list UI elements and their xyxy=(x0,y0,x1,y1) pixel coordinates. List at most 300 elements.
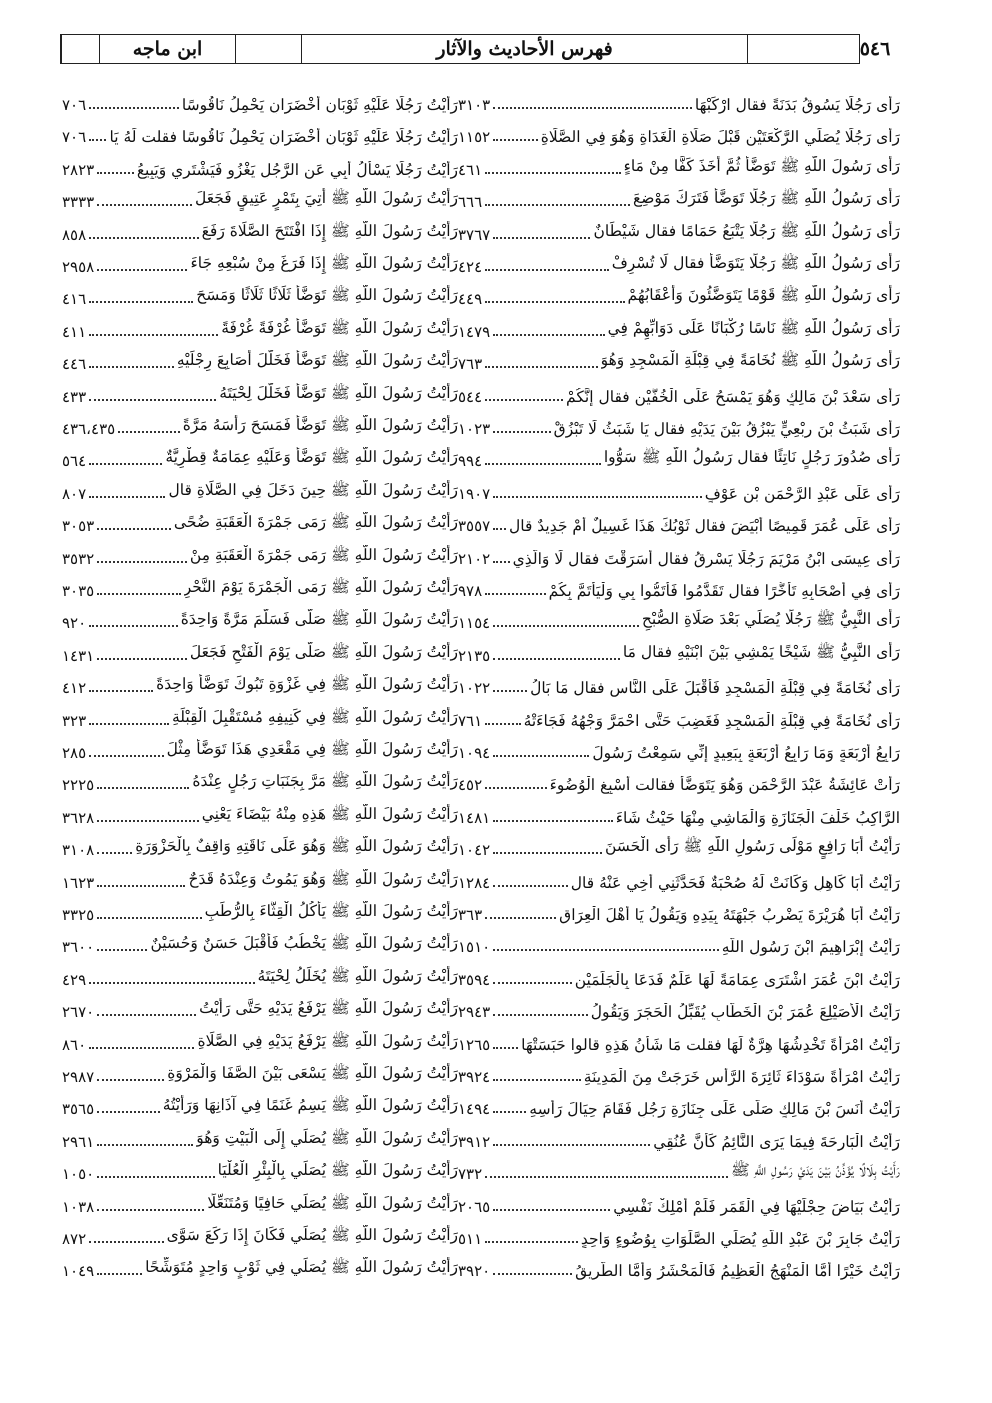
hadith-number: ٣٥٥٧ xyxy=(458,517,491,536)
hadith-text: رَأَى النَّبِيُّ ﷺ رَجُلًا يُصَلِّي بَعْدَ صَلَاةِ الصُّبْحِ xyxy=(641,610,900,629)
hadith-number: ٣٩٢٠ xyxy=(458,1262,491,1281)
dot-leader xyxy=(485,917,556,919)
dot-leader xyxy=(493,1079,581,1081)
hadith-number: ٢٨٥ xyxy=(62,744,87,762)
hadith-number: ٤٣٦،٤٣٥ xyxy=(62,420,116,438)
index-entry xyxy=(62,732,458,766)
hadith-number: ٥٤٤ xyxy=(458,387,483,406)
dot-leader xyxy=(493,1144,650,1146)
index-entry xyxy=(62,570,458,604)
hadith-text: رَأَيْتُ رَسُولَ اللَّهِ ﷺ يَأْكُلُ الْقِثَّاءَ بِالرُّطَبِ xyxy=(204,902,458,920)
hadith-number: ٤٤٦ xyxy=(62,355,87,374)
header-book-cell xyxy=(99,35,235,63)
hadith-text: رَأَيْتُ الْأُصَيْلِعَ عُمَرَ بْنَ الْخَطَّابِ يُقَبِّلُ الْحَجَرَ وَيَقُولُ xyxy=(590,1003,900,1022)
hadith-text: رَأَى رَسُولُ اللَّهِ ﷺ رَجُلًا تَوَضَّأَ فَتَرَكَ مَوْضِعَ xyxy=(632,189,900,208)
dot-leader xyxy=(89,625,178,627)
dot-leader xyxy=(97,1014,196,1016)
index-entry xyxy=(458,1056,900,1090)
dot-leader xyxy=(485,593,545,595)
hadith-text: رَأَى النَّبِيُّ ﷺ شَيْخًا يَمْشِي بَيْنَ ابْنَيْهِ فقال مَا xyxy=(622,642,900,661)
hadith-text: رَأَيْتُ رَسُولَ اللَّهِ ﷺ أُتِيَ بِتَمْرٍ عَتِيقٍ فَجَعَلَ xyxy=(195,189,458,208)
hadith-number: ٢٩٥٨ xyxy=(62,258,95,276)
dot-leader xyxy=(97,204,192,206)
hadith-number: ٣١٠٨ xyxy=(62,841,95,860)
hadith-text: رَأَيْتُ رَسُولَ اللَّهِ ﷺ رَمَى جَمْرَةَ الْعَقَبَةِ مِنْ xyxy=(189,545,458,564)
index-entry xyxy=(62,764,458,798)
hadith-text: رَأَى رَسُولُ اللَّهِ ﷺ نَاسًا رُكْبَانًا عَلَى دَوَابِّهِمْ فِي xyxy=(607,318,900,337)
hadith-number: ٢٩٦١ xyxy=(62,1132,95,1151)
dot-leader xyxy=(89,301,193,303)
hadith-number: ٣٥٩٤ xyxy=(458,970,491,989)
hadith-number: ٢٦٧٠ xyxy=(62,1003,95,1022)
hadith-number: ٣٥٦٥ xyxy=(62,1100,95,1119)
dot-leader xyxy=(89,982,254,984)
dot-leader xyxy=(89,1241,164,1243)
dot-leader xyxy=(493,528,506,530)
hadith-number: ٣٣٢٥ xyxy=(62,906,95,924)
index-column-left xyxy=(62,84,458,1284)
dot-leader xyxy=(485,172,620,174)
index-entry xyxy=(458,1218,900,1252)
index-entry xyxy=(62,894,458,928)
dot-leader xyxy=(485,1241,578,1243)
hadith-text: رَأَيْتُ رَجُلًا يَسْأَلُ أَبِي عَنِ الرَّجُلِ يَغْزُو فَيَشْتَرِي وَيَبِيعُ xyxy=(136,160,458,179)
index-entry xyxy=(62,1218,458,1252)
hadith-number: ٩٧٨ xyxy=(458,582,483,600)
hadith-text: رَأَيْتُ رَسُولَ اللَّهِ ﷺ إِذَا فَرَغَ مِنْ سُبْعِهِ جَاءَ xyxy=(190,254,458,272)
hadith-text: رَأَيْتُ رَسُولَ اللَّهِ ﷺ يُصَلِّي فِي ثَوْبٍ وَاحِدٍ مُتَوَشِّحًا xyxy=(145,1258,458,1277)
index-entry xyxy=(458,732,900,766)
hadith-number: ٢٩٤٣ xyxy=(458,1003,491,1022)
hadith-number: ٧٠٦ xyxy=(62,96,87,114)
hadith-text: رَأَيْتُ رَسُولَ اللَّهِ ﷺ تَوَضَّأَ وَعَلَيْهِ عِمَامَةٌ قِطْرِيَّةٌ xyxy=(165,448,458,467)
hadith-text: رَأَيْتُ رَسُولَ اللَّهِ ﷺ يَسْعَى بَيْنَ الصَّفَا وَالْمَرْوَةِ xyxy=(167,1064,458,1082)
hadith-number: ١٦٢٣ xyxy=(62,873,95,892)
hadith-text: رَأَيْتُ أَبَا هُرَيْرَةَ يَضْرِبُ جَبْهَتَهُ بِيَدِهِ وَيَقُولُ يَا أَهْلَ الْعِرَاقِ xyxy=(559,906,900,924)
hadith-text: رَأَى رَجُلًا يُصَلِّي الرَّكْعَتَيْنِ قَبْلَ صَلَاةِ الْغَدَاةِ وَهُوَ فِي الصَّلَاةِ xyxy=(540,128,900,147)
index-entry xyxy=(458,700,900,734)
index-entry xyxy=(458,1088,900,1122)
index-entry xyxy=(458,829,900,863)
index-entry xyxy=(458,862,900,896)
dot-leader xyxy=(485,787,546,789)
index-entry xyxy=(458,797,900,831)
hadith-number: ١٠٣٨ xyxy=(62,1197,95,1216)
hadith-text: رَأَيْتُ بِلَالًا يُؤَذِّنُ بَيْنَ يَدَيْ رَسُولِ اللَّهِ ﷺ xyxy=(730,1161,900,1180)
dot-leader xyxy=(118,431,180,433)
hadith-number: ٦٦٦ xyxy=(458,193,483,212)
index-entry xyxy=(458,116,900,150)
hadith-number: ١٠٢٢ xyxy=(458,679,491,698)
hadith-text: رَأَيْتُ رَسُولَ اللَّهِ ﷺ تَوَضَّأَ فَمَسَحَ رَأْسَهُ مَرَّةً xyxy=(182,416,458,434)
hadith-number: ٧٣٢ xyxy=(458,1165,483,1184)
dot-leader xyxy=(493,334,604,336)
index-entry xyxy=(458,473,900,507)
hadith-number: ٨٧٢ xyxy=(62,1230,87,1248)
dot-leader xyxy=(493,496,701,498)
hadith-text: رَأَيْتُ رَسُولَ اللَّهِ ﷺ يُصَلِّي حَافِيًا وَمُتَنَعِّلًا xyxy=(207,1193,458,1212)
index-entry xyxy=(458,505,900,539)
index-entry xyxy=(62,797,458,831)
index-entry xyxy=(458,84,900,118)
hadith-number: ٣٣٣٣ xyxy=(62,193,95,212)
hadith-number: ٤٢٩ xyxy=(62,970,87,989)
hadith-text: رَأَيْتُ رَسُولَ اللَّهِ ﷺ فِي كَنِيفِهِ مُسْتَقْبِلَ الْقِبْلَةِ xyxy=(171,707,458,726)
hadith-number: ٤٦١ xyxy=(458,160,483,179)
dot-leader xyxy=(97,528,171,530)
hadith-text: رَأَى نُخَامَةً فِي قِبْلَةِ الْمَسْجِدِ فَغَضِبَ حَتَّى احْمَرَّ وَجْهُهُ فَجَاءَتْهُ xyxy=(523,711,900,730)
dot-leader xyxy=(97,658,187,660)
dot-leader xyxy=(493,1047,518,1049)
dot-leader xyxy=(493,139,538,141)
dot-leader xyxy=(493,431,550,433)
index-entry xyxy=(62,602,458,636)
index-entry xyxy=(458,570,900,604)
hadith-text: رَأَى عِيسَى ابْنُ مَرْيَمَ رَجُلًا يَسْرِقُ فقال أَسَرَقْتَ فقال لَا وَالَّذِي xyxy=(512,549,900,568)
header-spacer-left xyxy=(61,35,99,63)
dot-leader xyxy=(97,820,198,822)
header-title-cell xyxy=(301,35,747,63)
hadith-number: ١٠٥٠ xyxy=(62,1165,95,1184)
hadith-text: رَأَيْتُ امْرَأَةً تَخْدِشُهَا هِرَّةٌ لَهَا فقلت مَا شَأْنُ هَذِهِ قالوا حَبَسَتْهَا xyxy=(521,1035,900,1054)
hadith-text: رَأَى صُدُورَ رَجُلٍ نَاتِئًا فقال رَسُولُ اللَّهِ ﷺ سَوُّوا xyxy=(603,448,900,467)
hadith-number: ٧٦٣ xyxy=(458,355,483,374)
index-entry xyxy=(458,1250,900,1284)
hadith-number: ٢٩٨٧ xyxy=(62,1068,95,1086)
hadith-number: ٥١١ xyxy=(458,1230,483,1248)
index-entry xyxy=(62,116,458,150)
hadith-text: رَأَى شَبَثُ بْنَ رِبْعِيٍّ يَبْزُقُ بَيْنَ يَدَيْهِ فقال يَا شَبَثُ لَا تَبْزُقْ xyxy=(553,420,900,438)
dot-leader xyxy=(493,107,692,109)
hadith-number: ٣٧٦٧ xyxy=(458,225,491,244)
hadith-text: رَأَيْتُ رَسُولَ اللَّهِ ﷺ فِي غَزْوَةِ تَبُوكَ تَوَضَّأَ وَاحِدَةً xyxy=(156,675,458,694)
hadith-number: ٣٠٣٥ xyxy=(62,582,95,600)
hadith-number: ٣٦٠٠ xyxy=(62,938,95,957)
dot-leader xyxy=(89,496,165,498)
dot-leader xyxy=(485,723,520,725)
hadith-text: رَأَيْتُ رَسُولَ اللَّهِ ﷺ مَرَّ بِجَنَبَاتِ رَجُلٍ عِنْدَهُ xyxy=(192,772,458,791)
dot-leader xyxy=(97,172,134,174)
hadith-text: رَأَيْتُ امْرَأَةً سَوْدَاءَ ثَائِرَةَ الرَّأْسِ خَرَجَتْ مِنَ الْمَدِينَةِ xyxy=(583,1068,900,1086)
index-entry xyxy=(62,700,458,734)
hadith-text: رَأَيْتُ رَسُولَ اللَّهِ ﷺ وَهُوَ يَمُوتُ وَعِنْدَهُ قَدَحٌ xyxy=(188,869,458,888)
hadith-text: رَأَيْتُ رَسُولَ اللَّهِ ﷺ يُصَلِّي بِالْبِئْرِ الْعُلْيَا xyxy=(217,1161,458,1180)
dot-leader xyxy=(485,1176,728,1178)
dot-leader xyxy=(97,1111,160,1113)
hadith-text: رَأَيْتُ أَنَسَ بْنَ مَالِكٍ صَلَّى عَلَى جِنَازَةِ رَجُلٍ فَقَامَ حِيَالَ رَأْسِهِ xyxy=(529,1100,900,1119)
dot-leader xyxy=(493,1273,572,1275)
dot-leader xyxy=(97,1079,164,1081)
dot-leader xyxy=(97,885,185,887)
hadith-number: ٣٢٣ xyxy=(62,711,87,730)
hadith-text: رَأَى رَسُولُ اللَّهِ ﷺ رَجُلًا يَتَوَضَّأُ فقال لَا تُسْرِفْ xyxy=(611,254,900,272)
index-entry xyxy=(62,246,458,280)
hadith-text: رَأَيْتُ رَسُولَ اللَّهِ ﷺ يُصَلِّي فَكَانَ إِذَا رَكَعَ سَوَّى xyxy=(166,1226,458,1244)
index-entry xyxy=(458,440,900,474)
index-entry xyxy=(62,1088,458,1122)
dot-leader xyxy=(89,690,153,692)
dot-leader xyxy=(493,820,612,822)
dot-leader xyxy=(493,1209,610,1211)
page-header xyxy=(60,34,891,64)
index-entry xyxy=(458,181,900,215)
dot-leader xyxy=(97,1144,193,1146)
dot-leader xyxy=(485,463,601,465)
hadith-number: ٧٦١ xyxy=(458,711,483,730)
hadith-text: رَأَيْتُ رَسُولَ اللَّهِ ﷺ إِذَا افْتَتَحَ الصَّلَاةَ رَفَعَ xyxy=(201,221,458,240)
hadith-text: رَابِعُ أَرْبَعَةٍ وَمَا رَابِعُ أَرْبَعَةٍ بِبَعِيدٍ إِنِّي سَمِعْتُ رَسُولَ xyxy=(592,744,900,762)
hadith-number: ١٤٨١ xyxy=(458,808,491,827)
dot-leader xyxy=(485,269,609,271)
hadith-text: رَأَيْتُ رَسُولَ اللَّهِ ﷺ هَذِهِ مِنْهُ بَيْضَاءَ يَعْنِي xyxy=(201,804,458,823)
index-entry xyxy=(458,667,900,701)
hadith-number: ٢٠٦٥ xyxy=(458,1197,491,1216)
index-entry xyxy=(458,991,900,1025)
page-number: ٥٤٦ xyxy=(859,38,891,60)
dot-leader xyxy=(485,366,597,368)
dot-leader xyxy=(485,301,624,303)
index-entry xyxy=(458,376,900,410)
dot-leader xyxy=(89,366,174,368)
dot-leader xyxy=(493,237,590,239)
index-entry xyxy=(458,278,900,312)
hadith-text: رَأَيْتُ أَبَا رَافِعٍ مَوْلَى رَسُولِ اللَّهِ ﷺ رَأَى الْحَسَنَ xyxy=(604,837,900,856)
dot-leader xyxy=(97,561,187,563)
hadith-text: رَأَى عَلَى عُمَرَ قَمِيصًا أَبْيَضَ فقال ثَوْبُكَ هَذَا غَسِيلٌ أَمْ جَدِيدٌ قال xyxy=(508,517,900,536)
hadith-number: ١١٥٢ xyxy=(458,128,491,147)
index-entry xyxy=(458,635,900,669)
hadith-number: ٣٩٢٤ xyxy=(458,1068,491,1086)
hadith-text: رَأَيْتُ أَبَا كَاهِلٍ وَكَانَتْ لَهُ صُحْبَةٌ فَحَدَّثَنِي أَخِي عَنْهُ قال xyxy=(570,873,900,892)
hadith-text: رَأَيْتُ رَسُولَ اللَّهِ ﷺ يَرْفَعُ يَدَيْهِ فِي الصَّلَاةِ xyxy=(197,1031,458,1050)
hadith-text: رَأَيْتُ رَجُلًا عَلَيْهِ ثَوْبَانِ أَخْضَرَانِ يَحْمِلُ نَاقُوسًا xyxy=(181,96,458,114)
index-entry xyxy=(458,894,900,928)
dot-leader xyxy=(485,399,563,401)
index-entry xyxy=(62,278,458,312)
hadith-number: ٤٤٩ xyxy=(458,290,483,309)
hadith-number: ٢٢٢٥ xyxy=(62,776,95,795)
index-entry xyxy=(458,214,900,248)
hadith-text: رَأَيْتُ رَسُولَ اللَّهِ ﷺ يُخَلِّلُ لِحْيَتَهُ xyxy=(257,966,458,985)
index-entry xyxy=(458,764,900,798)
index-entry xyxy=(62,926,458,960)
hadith-text: رَأَيْتُ رَسُولَ اللَّهِ ﷺ تَوَضَّأَ ثَلَاثًا ثَلَاثًا وَمَسَحَ xyxy=(196,286,458,305)
hadith-text: رَأَيْتُ رَسُولَ اللَّهِ ﷺ صَلَّى فَسَلَّمَ مَرَّةً وَاحِدَةً xyxy=(180,610,458,629)
hadith-number: ٢٨٢٣ xyxy=(62,160,95,179)
index-entry xyxy=(62,829,458,863)
hadith-text: رَأَيْتُ رَسُولَ اللَّهِ ﷺ فِي مَقْعَدِي هَذَا تَوَضَّأَ مِثْلَ xyxy=(166,740,458,758)
hadith-number: ١٥١٠ xyxy=(458,938,491,957)
hadith-text: رَأَتْ عَائِشَةُ عَبْدَ الرَّحْمَنِ وَهُوَ يَتَوَضَّأُ فقالت أَسْبِغِ الْوُضُوءَ xyxy=(549,776,900,795)
index-entry xyxy=(62,311,458,345)
book-name: ابن ماجه xyxy=(132,38,203,60)
dot-leader xyxy=(89,463,162,465)
hadith-text: رَأَى رَسُولَ اللَّهِ ﷺ تَوَضَّأَ ثُمَّ أَخَذَ كَفًّا مِنْ مَاءٍ xyxy=(623,156,900,175)
index-entry xyxy=(62,1153,458,1187)
dot-leader xyxy=(89,107,179,109)
hadith-number: ١٢٦٥ xyxy=(458,1035,491,1054)
index-entry xyxy=(458,1024,900,1058)
hadith-number: ٢١٠٢ xyxy=(458,549,491,568)
index-entry xyxy=(458,149,900,183)
hadith-number: ٥٦٤ xyxy=(62,452,87,471)
hadith-number: ٤٥٢ xyxy=(458,776,483,795)
hadith-number: ١٠٤٢ xyxy=(458,841,491,860)
hadith-text: رَأَيْتُ رَسُولَ اللَّهِ ﷺ تَوَضَّأَ فَخَلَّلَ أَصَابِعَ رِجْلَيْهِ xyxy=(176,351,458,370)
hadith-number: ١٤٩٤ xyxy=(458,1100,491,1119)
hadith-number: ٣٦٣ xyxy=(458,906,483,924)
hadith-text: رَأَيْتُ رَسُولَ اللَّهِ ﷺ حِينَ دَخَلَ فِي الصَّلَاةِ قال xyxy=(168,480,458,499)
dot-leader xyxy=(493,949,718,951)
hadith-number: ١١٥٤ xyxy=(458,614,491,633)
index-entry xyxy=(62,1121,458,1155)
index-entry xyxy=(458,959,900,993)
header-spacer-right xyxy=(747,35,831,63)
hadith-text: رَأَى رَجُلًا يَسُوقُ بَدَنَةً فقال ارْكَبْهَا xyxy=(694,96,900,114)
index-column-right xyxy=(458,84,900,1284)
hadith-text: رَأَيْتُ رَسُولَ اللَّهِ ﷺ يَرْفَعُ يَدَيْهِ حَتَّى رَأَيْتُ xyxy=(199,999,458,1018)
hadith-text: رَأَى رَسُولُ اللَّهِ ﷺ نُخَامَةً فِي قِبْلَةِ الْمَسْجِدِ وَهُوَ xyxy=(600,351,900,370)
dot-leader xyxy=(493,982,572,984)
hadith-text: رَأَيْتُ ابْنَ عُمَرَ اشْتَرَى عِمَامَةً لَهَا عَلَمٌ فَدَعَا بِالْجَلَمَيْنِ xyxy=(574,970,900,989)
index-entry xyxy=(62,84,458,118)
dot-leader xyxy=(493,561,509,563)
dot-leader xyxy=(493,625,639,627)
index-entry xyxy=(458,1153,900,1187)
hadith-text: رَأَيْتُ رَسُولَ اللَّهِ ﷺ رَمَى جَمْرَةَ الْعَقَبَةِ ضُحًى xyxy=(173,513,458,532)
dot-leader xyxy=(97,1209,204,1211)
index-entry xyxy=(62,1056,458,1090)
hadith-number: ٣٥٣٢ xyxy=(62,549,95,568)
index-entry xyxy=(458,538,900,572)
dot-leader xyxy=(89,723,169,725)
dot-leader xyxy=(493,885,568,887)
header-page-cell xyxy=(831,35,919,63)
hadith-number: ٧٠٦ xyxy=(62,128,87,147)
index-entry xyxy=(458,926,900,960)
hadith-text: رَأَى سَعْدَ بْنَ مَالِكٍ وَهُوَ يَمْسَحُ عَلَى الْخُفَّيْنِ فقال إِنَّكُمْ xyxy=(566,387,900,406)
hadith-number: ١٠٩٤ xyxy=(458,744,491,762)
hadith-text: رَأَى رَسُولُ اللَّهِ ﷺ رَجُلًا يَتْبَعُ حَمَامًا فقال شَيْطَانٌ xyxy=(593,221,900,240)
index-entry xyxy=(62,959,458,993)
hadith-text: رَأَيْتُ رَسُولَ اللَّهِ ﷺ يَخْطُبُ فَأَقْبَلَ حَسَنٌ وَحُسَيْنٌ xyxy=(150,934,458,953)
hadith-number: ٤٢٤ xyxy=(458,258,483,276)
hadith-number: ٣٠٥٣ xyxy=(62,517,95,536)
dot-leader xyxy=(97,917,201,919)
index-entry xyxy=(62,1186,458,1220)
hadith-text: رَأَيْتُ الْبَارِحَةَ فِيمَا يَرَى النَّائِمُ كَأَنَّ عُنُقِي xyxy=(653,1132,900,1151)
hadith-number: ٩٢٠ xyxy=(62,614,87,633)
index-entry xyxy=(62,473,458,507)
index-entry xyxy=(62,991,458,1025)
dot-leader xyxy=(97,852,132,854)
hadith-number: ١٠٢٣ xyxy=(458,420,491,438)
index-entry xyxy=(458,246,900,280)
index-entry xyxy=(458,311,900,345)
hadith-text: رَأَيْتُ رَجُلًا عَلَيْهِ ثَوْبَانِ أَخْضَرَانِ يَحْمِلُ نَاقُوسًا فقلت لَهُ يَا xyxy=(109,128,458,147)
hadith-text: رَأَى عَلَى عَبْدِ الرَّحْمَنِ بْنِ عَوْفٍ xyxy=(704,484,900,503)
index-entry xyxy=(62,538,458,572)
index-entry xyxy=(62,1024,458,1058)
index-entry xyxy=(62,1250,458,1284)
index-entry xyxy=(62,149,458,183)
hadith-number: ١٠٤٩ xyxy=(62,1262,95,1281)
index-entry xyxy=(458,1186,900,1220)
dot-leader xyxy=(493,1014,588,1016)
hadith-text: رَأَيْتُ رَسُولَ اللَّهِ ﷺ يَسِمُ غَنَمًا فِي آذَانِهَا وَرَأَيْتُهُ xyxy=(162,1096,458,1115)
hadith-text: رَأَيْتُ رَسُولَ اللَّهِ ﷺ يُصَلِّي إِلَى الْبَيْتِ وَهُوَ xyxy=(196,1128,458,1147)
dot-leader xyxy=(97,1176,214,1178)
hadith-number: ٤١١ xyxy=(62,322,87,341)
index-entry xyxy=(62,667,458,701)
index-entry xyxy=(62,440,458,474)
index-entry xyxy=(458,408,900,442)
hadith-text: رَأَيْتُ إِبْرَاهِيمَ ابْنَ رَسُولِ اللَّهِ xyxy=(721,938,900,957)
hadith-text: رَأَيْتُ جَابِرَ بْنَ عَبْدِ اللَّهِ يُصَلِّي الصَّلَوَاتِ بِوُضُوءٍ وَاحِدٍ xyxy=(580,1230,900,1248)
dot-leader xyxy=(493,658,620,660)
dot-leader xyxy=(97,593,180,595)
hadith-number: ٤٣٣ xyxy=(62,387,87,406)
index-entry xyxy=(458,602,900,636)
index-entry xyxy=(62,214,458,248)
dot-leader xyxy=(89,237,199,239)
dot-leader xyxy=(493,852,602,854)
hadith-text: رَأَيْتُ رَسُولَ اللَّهِ ﷺ رَمَى الْجَمْرَةَ يَوْمَ النَّحْرِ xyxy=(183,578,458,596)
hadith-text: الرَّاكِبُ خَلْفَ الْجَنَازَةِ وَالْمَاشِي مِنْهَا حَيْثُ شَاءَ xyxy=(615,808,900,827)
hadith-number: ٣١٠٣ xyxy=(458,96,491,114)
dot-leader xyxy=(493,755,589,757)
hadith-number: ١٩٠٧ xyxy=(458,484,491,503)
hadith-text: رَأَيْتُ رَسُولَ اللَّهِ ﷺ تَوَضَّأَ غُرْفَةً غُرْفَةً xyxy=(221,318,458,337)
index-entry xyxy=(62,343,458,377)
dot-leader xyxy=(485,204,630,206)
index-entry xyxy=(62,376,458,410)
hadith-text: رَأَى نُخَامَةً فِي قِبْلَةِ الْمَسْجِدِ فَأَقْبَلَ عَلَى النَّاسِ فقال مَا بَالُ xyxy=(530,679,900,698)
hadith-text: رَأَيْتُ رَسُولَ اللَّهِ ﷺ صَلَّى يَوْمَ الْفَتْحِ فَجَعَلَ xyxy=(189,642,458,661)
index-entry xyxy=(458,1121,900,1155)
index-entry xyxy=(458,343,900,377)
hadith-number: ٩٩٤ xyxy=(458,452,483,471)
index-entry xyxy=(62,862,458,896)
hadith-number: ١٤٧٩ xyxy=(458,322,491,341)
hadith-number: ٤١٦ xyxy=(62,290,87,309)
hadith-text: رَأَيْتُ رَسُولَ اللَّهِ ﷺ تَوَضَّأَ فَخَلَّلَ لِحْيَتَهُ xyxy=(219,383,458,402)
dot-leader xyxy=(89,139,106,141)
hadith-number: ٣٦٢٨ xyxy=(62,808,95,827)
index-entry xyxy=(62,181,458,215)
hadith-number: ٢١٣٥ xyxy=(458,646,491,665)
dot-leader xyxy=(97,787,189,789)
dot-leader xyxy=(493,690,527,692)
hadith-number: ٨٦٠ xyxy=(62,1035,87,1054)
hadith-text: رَأَيْتُ رَسُولَ اللَّهِ ﷺ وَهُوَ عَلَى نَاقَتِهِ وَاقِفٌ بِالْحَزْوَرَةِ xyxy=(135,837,458,856)
index-entry xyxy=(62,635,458,669)
dot-leader xyxy=(89,334,218,336)
hadith-number: ٨٠٧ xyxy=(62,484,87,503)
hadith-number: ٤١٢ xyxy=(62,679,87,698)
dot-leader xyxy=(89,399,216,401)
hadith-text: رَأَى رَسُولُ اللَّهِ ﷺ قَوْمًا يَتَوَضَّئُونَ وَأَعْقَابُهُمْ xyxy=(627,286,900,305)
hadith-text: رَأَيْتُ بَيَاضَ حِجْلَيْهَا فِي الْقَمَرِ فَلَمْ أَمْلِكْ نَفْسِي xyxy=(613,1197,900,1216)
index-entry xyxy=(62,505,458,539)
hadith-number: ٨٥٨ xyxy=(62,225,87,244)
dot-leader xyxy=(97,269,187,271)
dot-leader xyxy=(97,1273,142,1275)
hadith-number: ١٤٣١ xyxy=(62,646,95,665)
hadith-text: رَأَى فِي أَصْحَابِهِ تَأَخُّرًا فقال تَقَدَّمُوا فَأْتَمُّوا بِي وَلْيَأْتَمَّ بِكُمْ xyxy=(548,582,900,600)
page-title: فهرس الأحاديث والآثار xyxy=(436,38,613,60)
hadith-number: ٣٩١٢ xyxy=(458,1132,491,1151)
